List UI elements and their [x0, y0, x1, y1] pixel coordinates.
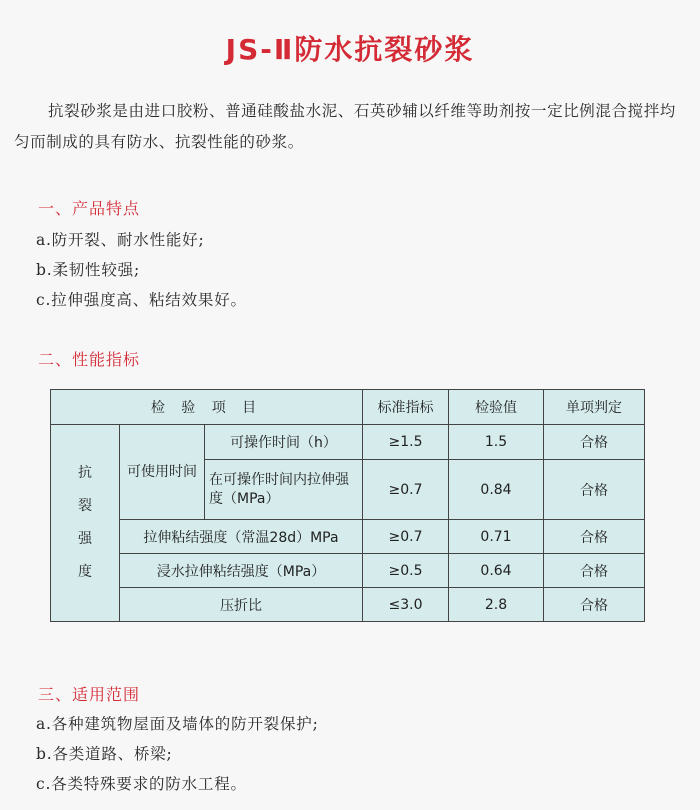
row-item: 在可操作时间内拉伸强度（MPa）: [205, 460, 363, 520]
table-row: [51, 554, 645, 588]
subgroup-label: 可使用时间: [120, 425, 205, 520]
application-item: c.各类特殊要求的防水工程。: [36, 775, 247, 793]
row-standard: ≥0.5: [363, 554, 449, 588]
row-value: 0.84: [449, 460, 544, 520]
application-item: b.各类道路、桥梁;: [36, 745, 173, 763]
row-value: 1.5: [449, 425, 544, 460]
section-heading-applications: 三、适用范围: [38, 685, 141, 704]
feature-item: b.柔韧性较强;: [36, 261, 140, 279]
header-item: 检 验 项 目: [51, 390, 363, 425]
application-item: a.各种建筑物屋面及墙体的防开裂保护;: [36, 715, 319, 733]
row-result: 合格: [544, 588, 645, 622]
section-heading-specs: 二、性能指标: [38, 350, 141, 369]
row-standard: ≥0.7: [363, 520, 449, 554]
row-result: 合格: [544, 520, 645, 554]
row-value: 0.71: [449, 520, 544, 554]
row-item: 压折比: [120, 588, 363, 622]
row-value: 0.64: [449, 554, 544, 588]
spec-table: [50, 389, 645, 622]
row-result: 合格: [544, 554, 645, 588]
row-item: 浸水拉伸粘结强度（MPa）: [120, 554, 363, 588]
group-label-text: 抗裂强度: [78, 465, 92, 580]
row-result: 合格: [544, 460, 645, 520]
feature-item: a.防开裂、耐水性能好;: [36, 231, 205, 249]
intro-paragraph: 抗裂砂浆是由进口胶粉、普通硅酸盐水泥、石英砂辅以纤维等助剂按一定比例混合搅拌均匀而制成的具有防水、抗裂性能的砂浆。: [14, 102, 676, 151]
row-standard: ≥1.5: [363, 425, 449, 460]
row-result: 合格: [544, 425, 645, 460]
group-label: [51, 425, 120, 622]
table-row: [51, 425, 645, 460]
row-item: 拉伸粘结强度（常温28d）MPa: [120, 520, 363, 554]
row-standard: ≥0.7: [363, 460, 449, 520]
feature-item: c.拉伸强度高、粘结效果好。: [36, 291, 247, 309]
row-value: 2.8: [449, 588, 544, 622]
section-heading-features: 一、产品特点: [38, 199, 141, 218]
row-item: 可操作时间（h）: [205, 425, 363, 460]
page-title: JS-Ⅱ防水抗裂砂浆: [225, 33, 475, 66]
header-result: 单项判定: [544, 390, 645, 425]
table-header-row: [51, 390, 645, 425]
header-standard: 标准指标: [363, 390, 449, 425]
header-value: 检验值: [449, 390, 544, 425]
table-row: [51, 588, 645, 622]
row-standard: ≤3.0: [363, 588, 449, 622]
table-row: [51, 520, 645, 554]
